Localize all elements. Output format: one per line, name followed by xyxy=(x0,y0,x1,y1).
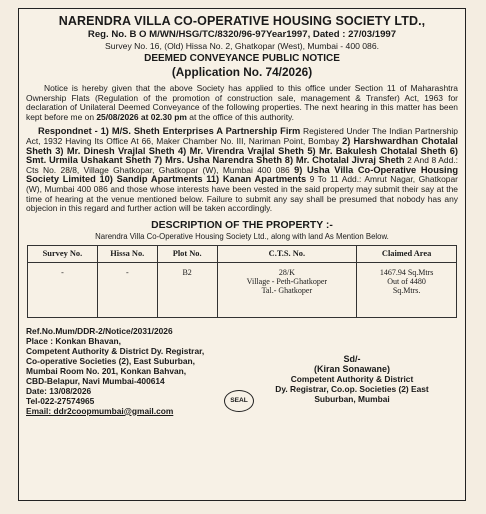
notice-title: DEEMED CONVEYANCE PUBLIC NOTICE xyxy=(144,53,340,64)
header-claimed-area: Claimed Area xyxy=(357,245,457,262)
header-hissa-no: Hissa No. xyxy=(97,245,157,262)
respondent-address-3: 9 To 11 Add.: Amrut Nagar, Ghatkopar (W), Mumbai 400 086 and those whose interests have been vested in the said property may submit their say at the time of hearing at the venue mentioned below. Failure to submit any say shall be presumed that nobody has any objecion in this regard and further action will be taken accordingly. xyxy=(26,174,458,214)
respondent-lead: Respondnet - 1) M/S. Sheth Enterprises A Partnership Firm xyxy=(38,126,301,137)
header-plot-no: Plot No. xyxy=(157,245,217,262)
respondent-address-1: Registered Under The Indian Partnership Act, 1932 Having Its Office At 66, Maker Chamber No. III, Nariman Point, Bombay xyxy=(26,126,458,146)
description-subtitle: Narendra Villa Co-Operative Housing Society Ltd., along with land As Mention Below. xyxy=(95,231,389,241)
designation-line-2: Dy. Registrar, Co.op. Societies (2) East xyxy=(275,383,429,394)
cell-plot-no: B2 xyxy=(157,262,217,317)
table-header-row xyxy=(28,245,457,262)
cell-cts-no xyxy=(217,262,357,317)
respondent-names-1: 2) Harshwardhan Chotalal Sheth 3) Mr. Dinesh Vrajlal Sheth 4) Mr. Virendra Vrajlal Sheth 5) Mr. Bakulesh Chotalal Sheth 6) Smt. Urmila Ushakant Sheth 7) Mrs. Usha Narendra Sheth 8) Mr. Chotalal Jivraj Sheth xyxy=(26,135,458,166)
society-title: NARENDRA VILLA CO-OPERATIVE HOUSING SOCIETY LTD., xyxy=(58,14,426,28)
office-line-4: CBD-Belapur, Navi Mumbai-400614 xyxy=(26,375,165,386)
application-number: (Application No. 74/2026) xyxy=(171,65,313,79)
signatory-name: (Kiran Sonawane) xyxy=(313,363,390,374)
designation-line-3: Suburban, Mumbai xyxy=(314,393,390,404)
public-notice xyxy=(18,8,466,501)
registration-number: Reg. No. B O M/WN/HSG/TC/8320/96-97Year1997, Dated : 27/03/1997 xyxy=(87,29,397,40)
signatory-block xyxy=(252,354,452,404)
email-link[interactable]: Email: ddr2coopmumbai@gmail.com xyxy=(26,405,174,416)
cts-line-1: 28/K xyxy=(278,267,295,277)
header-cts-no: C.T.S. No. xyxy=(217,245,357,262)
cell-hissa-no: - xyxy=(97,262,157,317)
hearing-date: 25/08/2026 at 02.30 pm xyxy=(96,111,187,122)
intro-paragraph xyxy=(26,84,458,122)
survey-address: Survey No. 16, (Old) Hissa No. 2, Ghatkopar (West), Mumbai - 400 086. xyxy=(105,41,379,51)
notice-footer xyxy=(26,326,458,426)
intro-text: Notice is hereby given that the above Society has applied to this office under Section 11 of Maharashtra Ownership Flats (Regulation of the promotion of construction sale, management & Transfer) Act, 1963 for declaration of Unilateral Deemed Conveyance of the following properties. The next hearing in this matter has been kept before me on xyxy=(26,83,458,122)
cts-line-3: Tal.- Ghatkoper xyxy=(261,285,313,295)
header-survey-no: Survey No. xyxy=(28,245,98,262)
notice-date: Date: 13/08/2026 xyxy=(26,385,92,396)
office-line-3: Mumbai Room No. 201, Konkan Bahvan, xyxy=(26,365,187,376)
office-line-1: Competent Authority & District Dy. Registrar, xyxy=(26,345,205,356)
table-row xyxy=(28,262,457,317)
respondent-address-2: 2 And 8 Add.: Cts No. 28/8, Village Ghatkopar, Ghatkopar (W), Mumbai 400 086 xyxy=(26,155,458,175)
cell-survey-no: - xyxy=(28,262,98,317)
reference-number: Ref.No.Mum/DDR-2/Notice/2031/2026 xyxy=(26,325,173,336)
respondents-paragraph xyxy=(26,127,458,213)
cts-line-2: Village - Peth-Ghatkoper xyxy=(246,276,328,286)
cell-claimed-area xyxy=(357,262,457,317)
place: Place : Konkan Bhavan, xyxy=(26,335,121,346)
area-line-2: Out of 4480 xyxy=(387,276,426,286)
office-details xyxy=(26,326,204,416)
respondent-names-2: 9) Usha Villa Co-Operative Housing Society Limited 10) Sandip Apartments 11) Kanan Apartments xyxy=(26,164,458,185)
office-line-2: Co-operative Societies (2), East Suburban, xyxy=(26,355,195,366)
seal-stamp: SEAL xyxy=(224,390,254,412)
telephone: Tel-022-27574965 xyxy=(26,395,95,406)
area-line-1: 1467.94 Sq.Mtrs xyxy=(379,267,434,277)
description-title: DESCRIPTION OF THE PROPERTY :- xyxy=(151,219,333,231)
property-table xyxy=(27,245,457,318)
designation-line-1: Competent Authority & District xyxy=(290,373,414,384)
area-line-3: Sq.Mtrs. xyxy=(392,285,421,295)
signature: Sd/- xyxy=(343,353,361,364)
intro-text-end: at the office of this authority. xyxy=(186,111,294,122)
